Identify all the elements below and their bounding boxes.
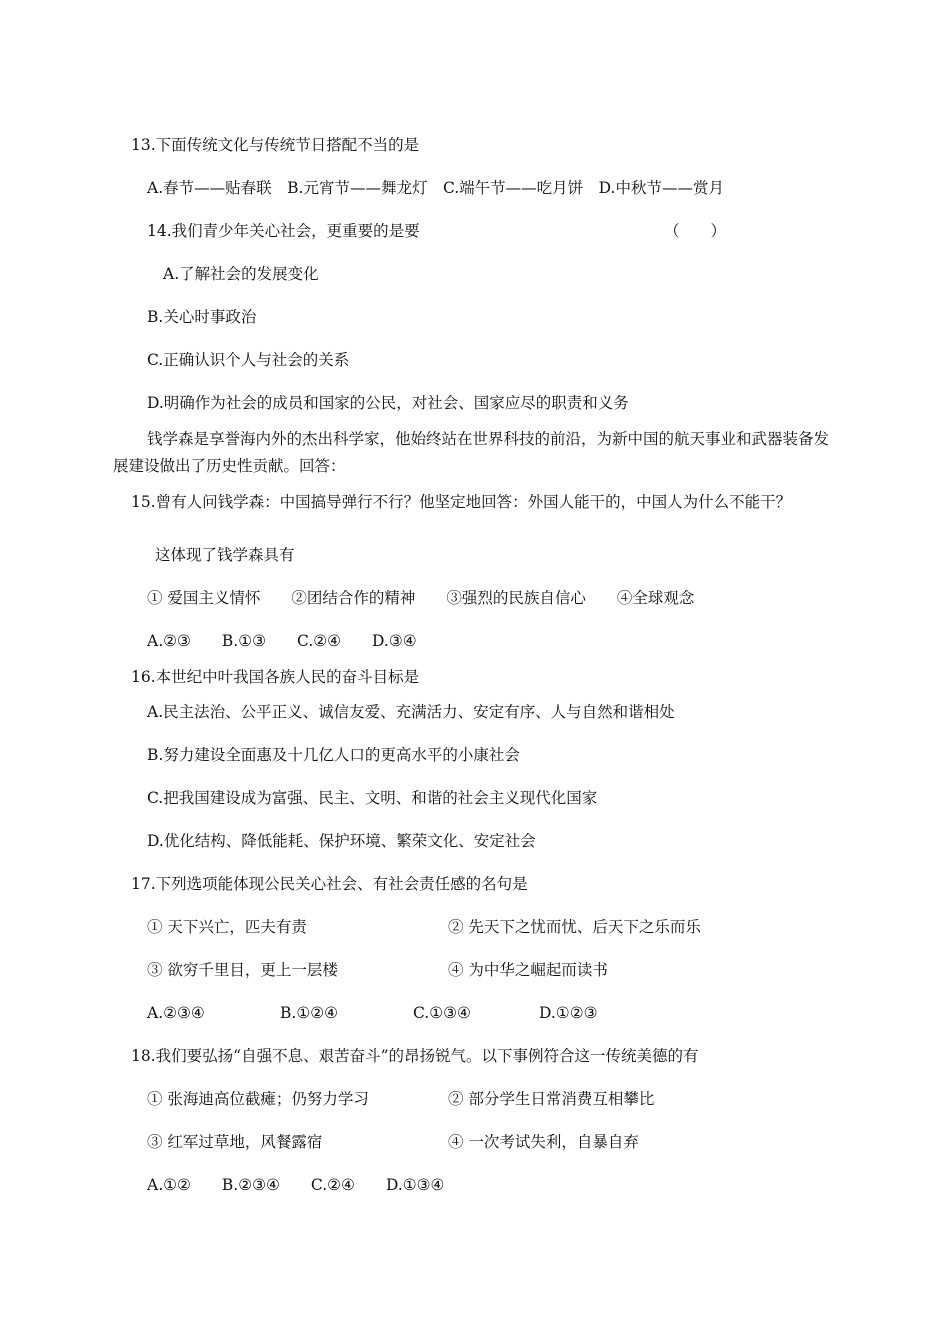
question-15-stem: 15.曾有人问钱学森：中国搞导弹行不行？他坚定地回答：外国人能干的，中国人为什么不能干？ (131, 493, 792, 511)
question-16-option-a: A.民主法治、公平正义、诚信友爱、充满活力、安定有序、人与自然和谐相处 (147, 703, 675, 721)
question-16-option-b: B.努力建设全面惠及十几亿人口的更高水平的小康社会 (147, 746, 520, 764)
question-17-option-b: B.①②④ (280, 1004, 339, 1022)
question-17-stem: 17.下列选项能体现公民关心社会、有社会责任感的名句是 (131, 875, 528, 893)
question-14-option-c: C.正确认识个人与社会的关系 (147, 351, 350, 369)
question-17-option-d: D.①②③ (539, 1004, 598, 1022)
question-13-stem: 13.下面传统文化与传统节日搭配不当的是 (131, 136, 420, 154)
question-15-stem-continued: 这体现了钱学森具有 (155, 546, 295, 564)
answer-parentheses: （ ） (664, 222, 727, 240)
question-13-options: A.春节——贴春联 B.元宵节——舞龙灯 C.端午节——吃月饼 D.中秋节——赏月 (147, 179, 724, 197)
question-16-option-d: D.优化结构、降低能耗、保护环境、繁荣文化、安定社会 (147, 832, 536, 850)
question-16-stem: 16.本世纪中叶我国各族人民的奋斗目标是 (131, 668, 420, 686)
question-17-option-c: C.①③④ (413, 1004, 471, 1022)
question-14-option-b: B.关心时事政治 (147, 308, 257, 326)
reading-passage: 钱学森是享誉海内外的杰出科学家，他始终站在世界科技的前沿，为新中国的航天事业和武器装备发展建设做出了历史性贡献。回答： (113, 430, 830, 475)
question-14-option-a: A.了解社会的发展变化 (163, 265, 319, 283)
question-17-item-2: ② 先天下之忧而忧、后天下之乐而乐 (448, 918, 701, 936)
question-18-item-1: ① 张海迪高位截瘫；仍努力学习 (147, 1090, 369, 1108)
question-17-item-4: ④ 为中华之崛起而读书 (448, 961, 608, 979)
question-16-option-c: C.把我国建设成为富强、民主、文明、和谐的社会主义现代化国家 (147, 789, 598, 807)
question-15-options: A.②③ B.①③ C.②④ D.③④ (147, 632, 417, 650)
question-17-item-1: ① 天下兴亡，匹夫有责 (147, 918, 307, 936)
question-18-item-4: ④ 一次考试失利，自暴自弃 (448, 1133, 639, 1151)
question-14-option-d: D.明确作为社会的成员和国家的公民，对社会、国家应尽的职责和义务 (147, 394, 629, 412)
question-18-options: A.①② B.②③④ C.②④ D.①③④ (147, 1176, 445, 1194)
question-18-item-2: ② 部分学生日常消费互相攀比 (448, 1090, 655, 1108)
question-18-stem: 18.我们要弘扬“自强不息、艰苦奋斗”的昂扬锐气。以下事例符合这一传统美德的有 (131, 1047, 699, 1065)
question-17-item-3: ③ 欲穷千里目，更上一层楼 (147, 961, 338, 979)
question-14-stem: 14.我们青少年关心社会，更重要的是要 (147, 222, 420, 240)
question-15-items: ① 爱国主义情怀 ②团结合作的精神 ③强烈的民族自信心 ④全球观念 (147, 589, 695, 607)
question-17-option-a: A.②③④ (147, 1004, 205, 1022)
question-18-item-3: ③ 红军过草地，风餐露宿 (147, 1133, 323, 1151)
